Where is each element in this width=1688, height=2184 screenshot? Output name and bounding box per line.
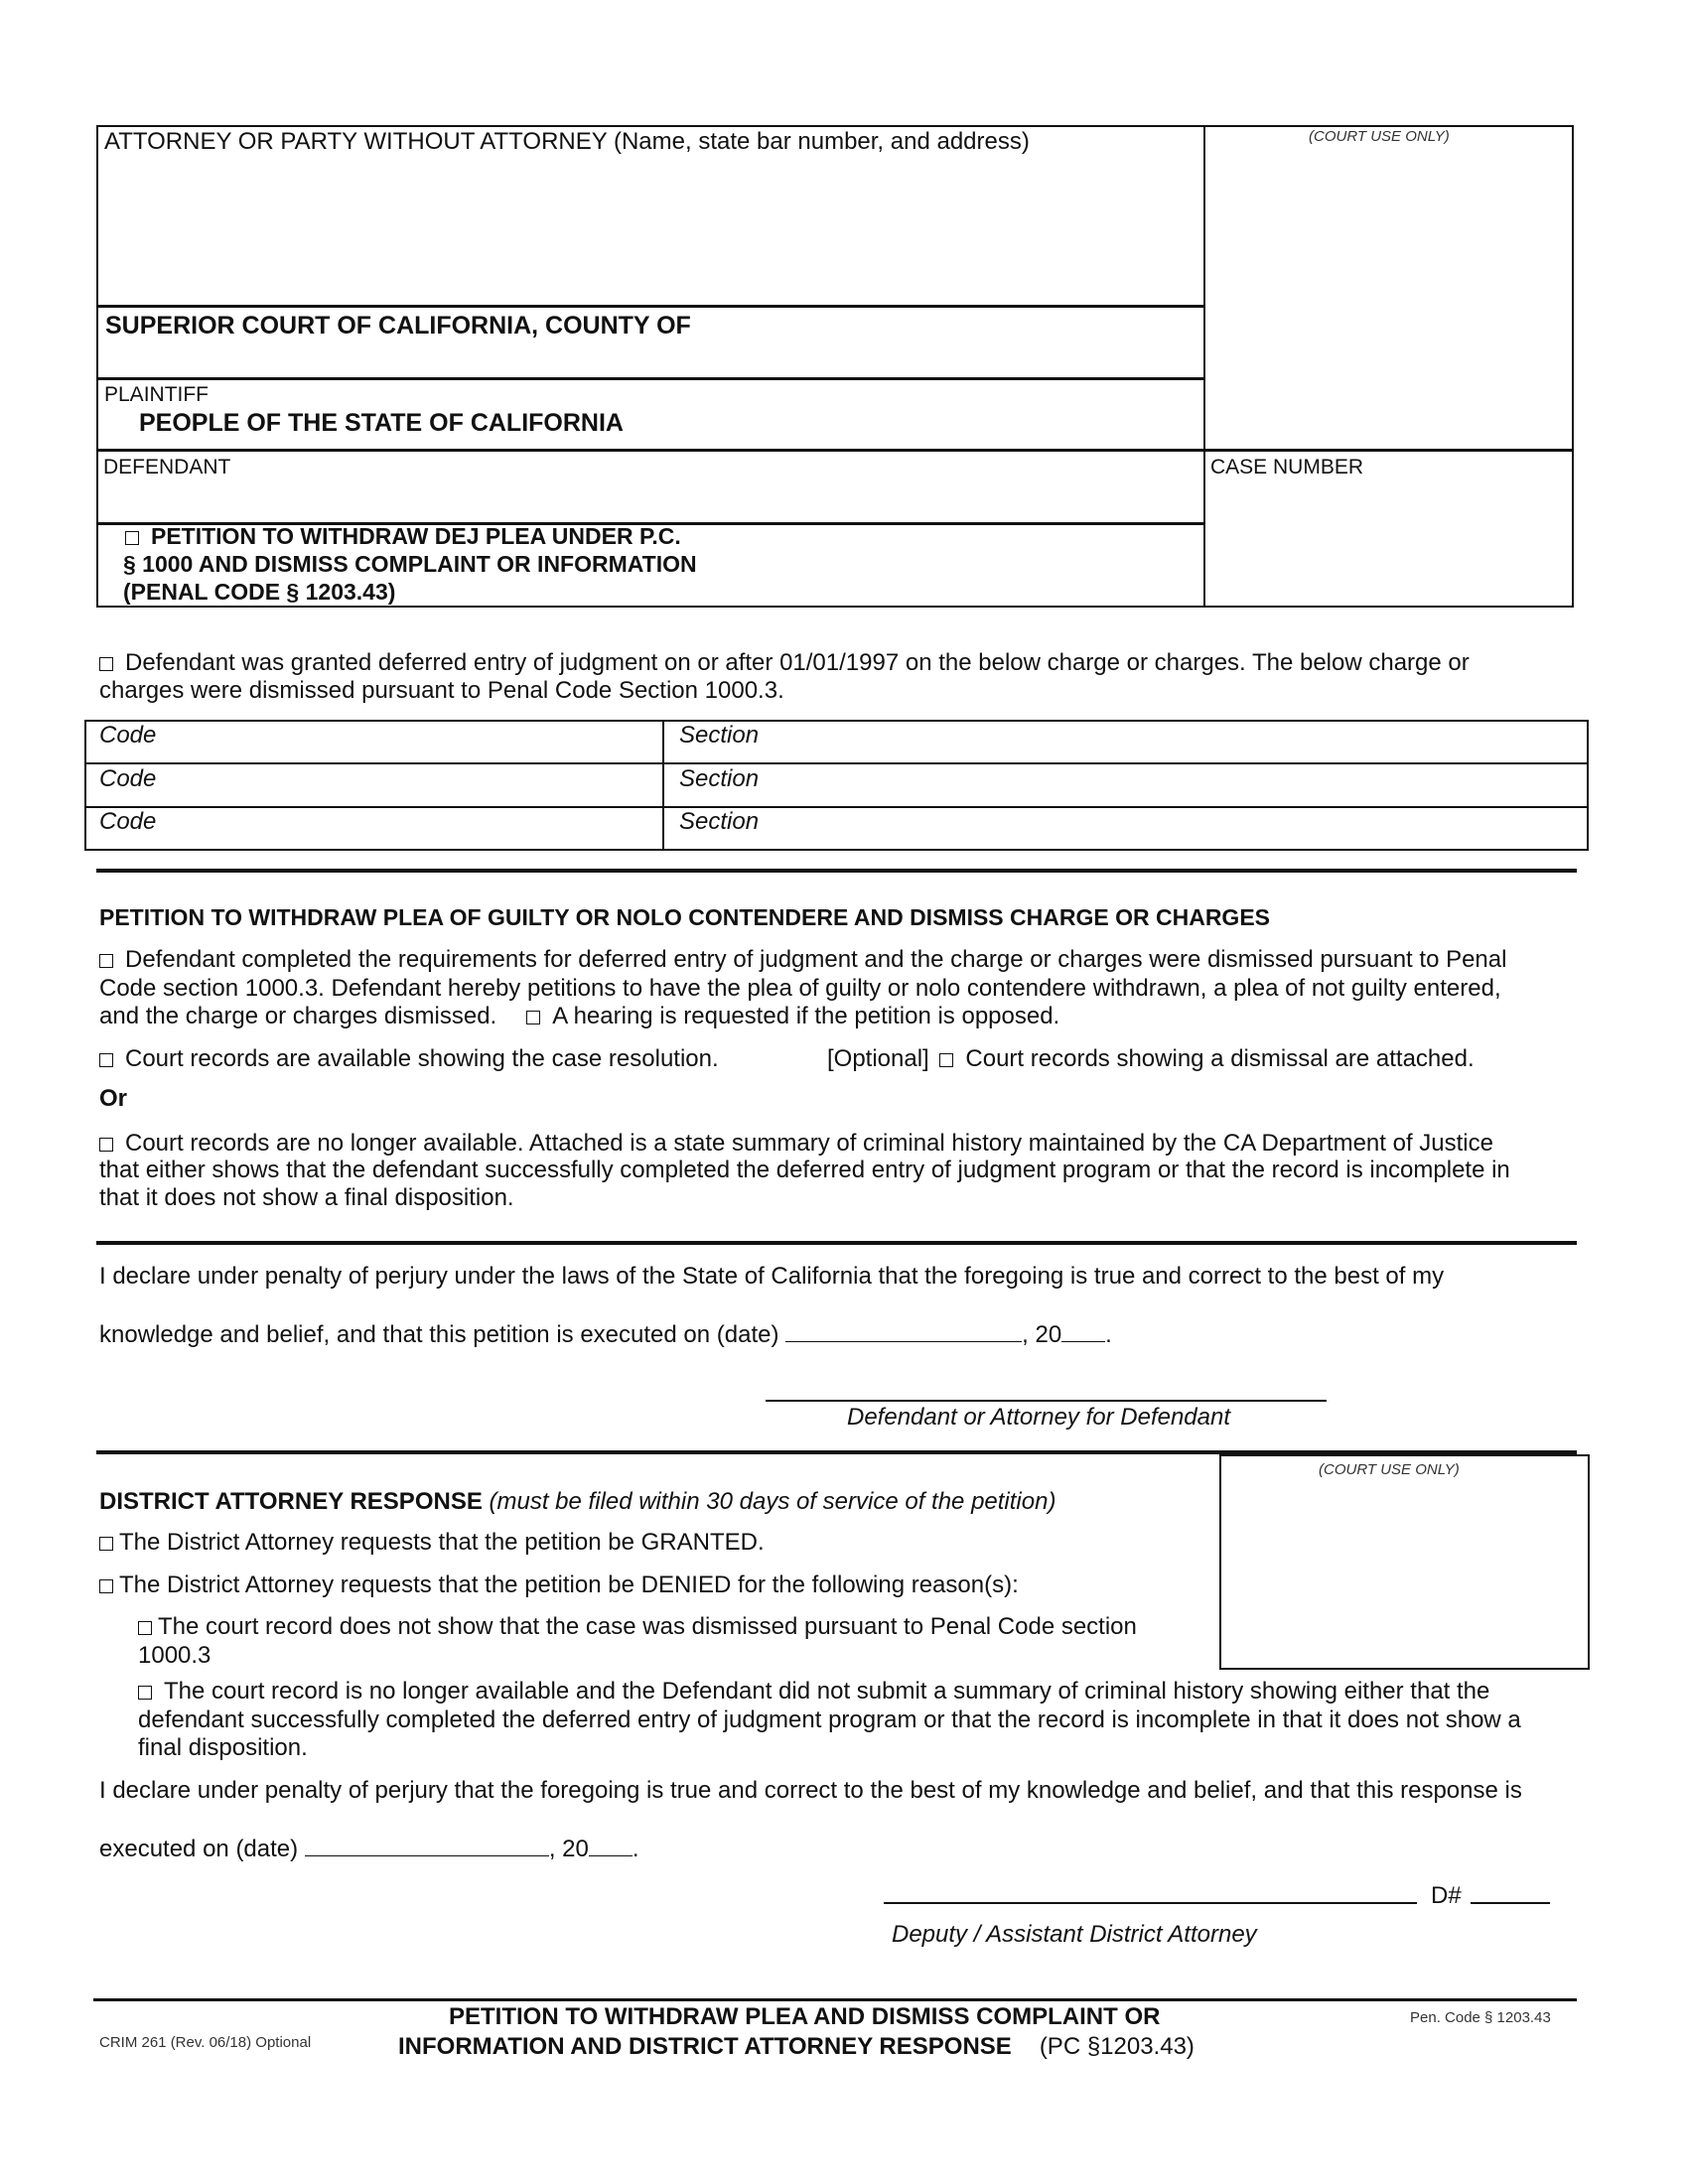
footer-title-line bbox=[398, 2033, 1195, 2061]
optional-label: [Optional] bbox=[827, 1045, 929, 1072]
d-number-field[interactable] bbox=[1471, 1902, 1550, 1904]
da-granted-line bbox=[99, 1529, 765, 1557]
table-divider bbox=[84, 806, 1589, 808]
da-year-field[interactable] bbox=[589, 1836, 633, 1856]
year-prefix: , 20 bbox=[548, 1836, 589, 1862]
reason2-text: The court record is no longer available and the Defendant did not submit a summary of criminal history showing either that the bbox=[164, 1678, 1490, 1705]
declaration-text: knowledge and belief, and that this petition is executed on (date) bbox=[99, 1321, 779, 1348]
da-executed-line: executed on (date) , 20 . bbox=[99, 1836, 639, 1862]
or-label: Or bbox=[99, 1085, 128, 1112]
declaration-line: knowledge and belief, and that this petition is executed on (date) , 20 . bbox=[99, 1321, 1112, 1348]
da-court-use-only-label: (COURT USE ONLY) bbox=[1319, 1461, 1460, 1478]
defendant-signature-line[interactable] bbox=[766, 1400, 1327, 1402]
divider bbox=[96, 449, 1574, 452]
no-records-line: that it does not show a final disposition. bbox=[99, 1184, 514, 1211]
plaintiff-value: PEOPLE OF THE STATE OF CALIFORNIA bbox=[139, 409, 624, 437]
caption-divider bbox=[1203, 125, 1205, 608]
form-id: CRIM 261 (Rev. 06/18) Optional bbox=[99, 2034, 312, 2051]
footer-title-text: INFORMATION AND DISTRICT ATTORNEY RESPONSE bbox=[398, 2033, 1012, 2060]
records-available-checkbox[interactable] bbox=[99, 1053, 113, 1067]
petition-checkbox[interactable] bbox=[125, 531, 139, 545]
plaintiff-label: PLAINTIFF bbox=[104, 383, 210, 406]
defendant-signature-label: Defendant or Attorney for Defendant bbox=[847, 1404, 1231, 1431]
records-available-line bbox=[99, 1045, 719, 1073]
da-signature-line[interactable] bbox=[884, 1902, 1417, 1904]
da-executed-text: executed on (date) bbox=[99, 1836, 299, 1862]
reason1-checkbox[interactable] bbox=[138, 1621, 152, 1635]
granted-line bbox=[99, 649, 1470, 677]
case-number-label: CASE NUMBER bbox=[1210, 456, 1364, 478]
defendant-label: DEFENDANT bbox=[103, 456, 231, 478]
table-divider bbox=[662, 720, 664, 851]
da-signature-label: Deputy / Assistant District Attorney bbox=[892, 1921, 1257, 1948]
reason1-text: The court record does not show that the case was dismissed pursuant to Penal Code section bbox=[158, 1613, 1137, 1640]
da-declare-line: I declare under penalty of perjury that the foregoing is true and correct to the best of my knowledge and belief, and that this response is bbox=[99, 1777, 1522, 1804]
completed-text: Defendant completed the requirements for deferred entry of judgment and the charge or charges were dismissed pursuant to Penal bbox=[125, 946, 1507, 973]
completed-text: and the charge or charges dismissed. bbox=[99, 1003, 497, 1029]
granted-checkbox[interactable] bbox=[99, 657, 113, 671]
reason2-checkbox[interactable] bbox=[138, 1686, 152, 1700]
records-attached-text: Court records showing a dismissal are attached. bbox=[965, 1045, 1475, 1072]
da-court-use-box bbox=[1219, 1454, 1590, 1670]
hearing-checkbox[interactable] bbox=[526, 1011, 540, 1024]
da-heading-text: DISTRICT ATTORNEY RESPONSE bbox=[99, 1488, 483, 1515]
section-rule bbox=[96, 869, 1577, 873]
petition-title-line: § 1000 AND DISMISS COMPLAINT OR INFORMATION bbox=[123, 551, 697, 577]
footer-title-line: PETITION TO WITHDRAW PLEA AND DISMISS COMPLAINT OR bbox=[449, 2003, 1161, 2030]
reason1-line: 1000.3 bbox=[138, 1642, 211, 1669]
completed-line bbox=[99, 1003, 1059, 1030]
no-records-line: that either shows that the defendant successfully completed the deferred entry of judgment program or that the record is incomplete in bbox=[99, 1157, 1510, 1183]
divider bbox=[96, 377, 1204, 380]
petition-year-field[interactable] bbox=[1061, 1321, 1105, 1342]
attorney-label: ATTORNEY OR PARTY WITHOUT ATTORNEY (Name, state bar number, and address) bbox=[104, 128, 1030, 155]
divider bbox=[96, 305, 1204, 308]
case-number-field[interactable] bbox=[1207, 481, 1569, 601]
petition-heading: PETITION TO WITHDRAW PLEA OF GUILTY OR NOLO CONTENDERE AND DISMISS CHARGE OR CHARGES bbox=[99, 904, 1270, 930]
court-title: SUPERIOR COURT OF CALIFORNIA, COUNTY OF bbox=[105, 312, 691, 340]
da-denied-checkbox[interactable] bbox=[99, 1579, 113, 1593]
records-attached-checkbox[interactable] bbox=[939, 1053, 953, 1067]
records-attached-line bbox=[827, 1045, 1475, 1073]
granted-line: charges were dismissed pursuant to Penal Code Section 1000.3. bbox=[99, 677, 784, 704]
da-heading bbox=[99, 1488, 1055, 1516]
court-use-only-label: (COURT USE ONLY) bbox=[1309, 128, 1450, 145]
reason2-line: defendant successfully completed the deferred entry of judgment program or that the record is incomplete in that it does not show a bbox=[138, 1706, 1521, 1733]
charge-section-cell[interactable]: Section bbox=[679, 722, 760, 749]
records-available-text: Court records are available showing the case resolution. bbox=[125, 1045, 719, 1072]
code-reference: Pen. Code § 1203.43 bbox=[1410, 2009, 1551, 2026]
completed-line bbox=[99, 946, 1506, 974]
no-records-checkbox[interactable] bbox=[99, 1138, 113, 1152]
defendant-field[interactable] bbox=[99, 481, 1199, 519]
table-divider bbox=[84, 762, 1589, 764]
completed-checkbox[interactable] bbox=[99, 954, 113, 968]
hearing-text: A hearing is requested if the petition is opposed. bbox=[552, 1003, 1060, 1029]
reason1-line bbox=[138, 1613, 1137, 1641]
da-denied-text: The District Attorney requests that the petition be DENIED for the following reason(s): bbox=[119, 1571, 1019, 1598]
section-rule bbox=[96, 1241, 1577, 1245]
completed-line: Code section 1000.3. Defendant hereby petitions to have the plea of guilty or nolo contendere withdrawn, a plea of not guilty entered, bbox=[99, 975, 1501, 1002]
charge-section-cell[interactable]: Section bbox=[679, 808, 760, 835]
da-granted-checkbox[interactable] bbox=[99, 1537, 113, 1551]
footer-rule bbox=[93, 1998, 1577, 2001]
no-records-line bbox=[99, 1130, 1493, 1158]
petition-title-line bbox=[125, 522, 681, 550]
granted-text: Defendant was granted deferred entry of judgment on or after 01/01/1997 on the below charge or charges. The below charge or bbox=[125, 649, 1470, 676]
attorney-field[interactable] bbox=[99, 159, 1199, 303]
petition-date-field[interactable] bbox=[785, 1321, 1022, 1342]
da-granted-text: The District Attorney requests that the petition be GRANTED. bbox=[119, 1529, 765, 1556]
da-date-field[interactable] bbox=[305, 1836, 549, 1856]
charge-code-cell[interactable]: Code bbox=[99, 808, 157, 835]
declaration-line: I declare under penalty of perjury under the laws of the State of California that the foregoing is true and correct to the best of my bbox=[99, 1263, 1445, 1290]
petition-title-text: PETITION TO WITHDRAW DEJ PLEA UNDER P.C. bbox=[151, 523, 681, 549]
charge-code-cell[interactable]: Code bbox=[99, 722, 157, 749]
footer-title-ref: (PC §1203.43) bbox=[1039, 2033, 1195, 2060]
da-heading-note: (must be filed within 30 days of service of the petition) bbox=[489, 1488, 1056, 1515]
year-prefix: , 20 bbox=[1022, 1321, 1062, 1348]
charge-section-cell[interactable]: Section bbox=[679, 765, 760, 792]
d-number-label: D# bbox=[1431, 1882, 1462, 1909]
reason2-line bbox=[138, 1678, 1489, 1706]
charges-table bbox=[84, 720, 1589, 851]
reason2-line: final disposition. bbox=[138, 1734, 308, 1761]
charge-code-cell[interactable]: Code bbox=[99, 765, 157, 792]
no-records-text: Court records are no longer available. Attached is a state summary of criminal history maintained by the CA Department of Justice bbox=[125, 1130, 1493, 1157]
petition-title-line: (PENAL CODE § 1203.43) bbox=[123, 579, 396, 605]
da-denied-line bbox=[99, 1571, 1019, 1599]
